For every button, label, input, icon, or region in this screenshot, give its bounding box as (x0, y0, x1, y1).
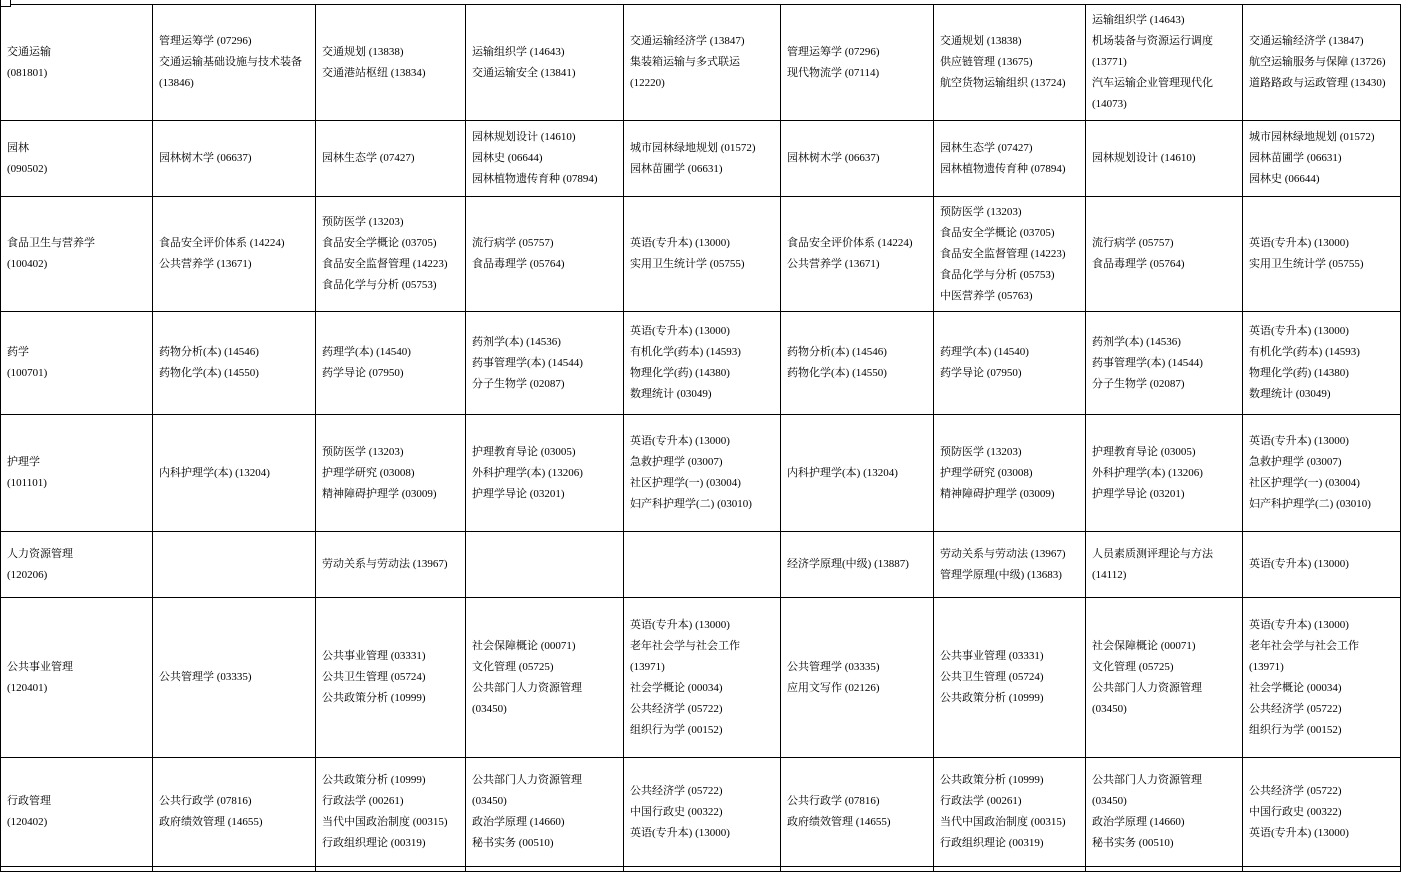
course-item: 公共管理学 (03335) (159, 671, 252, 683)
course-item: 预防医学 (13203) (322, 445, 404, 458)
course-cell (934, 598, 1086, 758)
course-item: 园林规划设计 (14610) (1092, 152, 1196, 164)
course-item: 供应链管理 (13675) (940, 56, 1033, 68)
course-cell (781, 758, 934, 867)
course-cell (1086, 415, 1243, 532)
course-item: 文化管理 (05725) (1092, 660, 1174, 673)
course-item: 内科护理学(本) (13204) (159, 466, 270, 479)
course-cell (1243, 532, 1401, 598)
major-code: (101101) (7, 477, 47, 489)
course-item: 城市园林绿地规划 (01572) (630, 141, 756, 154)
course-item: 交通规划 (13838) (940, 35, 1022, 47)
course-item: 外科护理学(本) (13206) (472, 466, 583, 479)
course-item: 急救护理学 (03007) (630, 456, 723, 468)
course-cell (316, 758, 466, 867)
course-item: 道路路政与运政管理 (13430) (1249, 77, 1386, 89)
course-cell (1086, 598, 1243, 758)
course-cell (624, 312, 781, 415)
course-cell (316, 197, 466, 312)
course-cell (934, 758, 1086, 867)
course-cell (1243, 415, 1401, 532)
course-cell (153, 598, 316, 758)
course-item: 公共经济学 (05722) (630, 784, 723, 797)
course-item: 运输组织学 (14643) (472, 45, 565, 58)
major-name: 药学 (7, 346, 29, 358)
course-item: 机场装备与资源运行调度 (13771) (1092, 35, 1213, 68)
course-cell (1243, 598, 1401, 758)
course-cell (466, 5, 624, 121)
course-item: 交通运输安全 (13841) (472, 66, 576, 79)
cutoff-row (1, 867, 1401, 872)
course-item: 中国行政史 (00322) (630, 805, 723, 818)
course-item: 管理学原理(中级) (13683) (940, 568, 1062, 581)
course-item: 分子生物学 (02087) (472, 377, 565, 390)
course-cell (316, 415, 466, 532)
course-cell (153, 532, 316, 598)
course-cell (316, 121, 466, 197)
empty-cell (624, 867, 781, 872)
course-cell (781, 121, 934, 197)
course-item: 公共卫生管理 (05724) (322, 671, 426, 683)
course-item: 园林树木学 (06637) (159, 152, 252, 164)
course-item: 组织行为学 (00152) (630, 723, 723, 736)
course-item: 公共营养学 (13671) (159, 258, 252, 270)
course-item: 预防医学 (13203) (940, 205, 1022, 218)
course-cell (316, 532, 466, 598)
course-item: 运输组织学 (14643) (1092, 14, 1185, 26)
course-item: 公共经济学 (05722) (1249, 784, 1342, 797)
empty-cell (781, 867, 934, 872)
course-item: 妇产科护理学(二) (03010) (1249, 498, 1371, 510)
course-item: 流行病学 (05757) (472, 237, 554, 249)
course-item: 社区护理学(一) (03004) (1249, 477, 1360, 489)
course-item: 公共管理学 (03335) (787, 660, 880, 673)
course-cell (153, 758, 316, 867)
empty-cell (1, 867, 153, 872)
course-item: 食品化学与分析 (05753) (940, 268, 1055, 281)
course-item: 公共部门人力资源管理 (03450) (472, 774, 582, 807)
course-item: 药剂学(本) (14536) (472, 335, 561, 348)
course-cell (466, 532, 624, 598)
course-item: 食品安全监督管理 (14223) (940, 247, 1066, 260)
course-cell (1243, 5, 1401, 121)
course-item: 有机化学(药本) (14593) (1249, 346, 1360, 358)
course-item: 精神障碍护理学 (03009) (940, 487, 1055, 500)
major-cell (1, 598, 153, 758)
exam-schedule-table (0, 4, 1401, 872)
major-code: (081801) (7, 66, 48, 79)
course-item: 集装箱运输与多式联运 (12220) (630, 56, 740, 89)
course-item: 药理学(本) (14540) (322, 346, 411, 358)
major-cell (1, 532, 153, 598)
course-item: 有机化学(药本) (14593) (630, 346, 741, 358)
course-cell (153, 121, 316, 197)
course-item: 英语(专升本) (13000) (1249, 435, 1349, 447)
course-item: 食品毒理学 (05764) (472, 258, 565, 270)
major-name: 人力资源管理 (7, 547, 73, 560)
course-item: 应用文写作 (02126) (787, 681, 880, 694)
empty-cell (316, 867, 466, 872)
course-item: 公共经济学 (05722) (1249, 702, 1342, 715)
course-item: 流行病学 (05757) (1092, 237, 1174, 249)
course-cell (624, 758, 781, 867)
course-cell (781, 415, 934, 532)
course-item: 食品安全学概论 (03705) (940, 226, 1055, 239)
course-item: 交通规划 (13838) (322, 45, 404, 58)
course-item: 药事管理学(本) (14544) (1092, 356, 1203, 369)
course-cell (934, 5, 1086, 121)
course-cell (781, 197, 934, 312)
course-item: 航空货物运输组织 (13724) (940, 77, 1066, 89)
course-item: 公共政策分析 (10999) (940, 774, 1044, 786)
course-cell (153, 197, 316, 312)
course-item: 实用卫生统计学 (05755) (630, 258, 745, 270)
table-row (1, 415, 1401, 532)
course-cell (1086, 532, 1243, 598)
table-row (1, 598, 1401, 758)
course-cell (466, 598, 624, 758)
course-item: 行政法学 (00261) (322, 795, 404, 807)
major-cell (1, 758, 153, 867)
course-item: 园林史 (06644) (1249, 173, 1320, 185)
course-item: 行政组织理论 (00319) (322, 837, 426, 849)
course-item: 护理教育导论 (03005) (1092, 445, 1196, 458)
major-name: 公共事业管理 (7, 660, 73, 673)
course-item: 社区护理学(一) (03004) (630, 477, 741, 489)
course-cell (934, 312, 1086, 415)
table-body (1, 5, 1401, 872)
course-cell (466, 121, 624, 197)
course-item: 英语(专升本) (13000) (1249, 826, 1349, 839)
course-item: 园林植物遗传育种 (07894) (472, 173, 598, 185)
major-cell (1, 5, 153, 121)
course-item: 园林生态学 (07427) (322, 152, 415, 164)
course-item: 公共经济学 (05722) (630, 702, 723, 715)
course-item: 公共政策分析 (10999) (322, 692, 426, 704)
course-item: 汽车运输企业管理现代化 (14073) (1092, 77, 1213, 110)
course-item: 实用卫生统计学 (05755) (1249, 258, 1364, 270)
empty-cell (1243, 867, 1401, 872)
major-cell (1, 121, 153, 197)
table-row (1, 121, 1401, 197)
course-item: 政治学原理 (14660) (1092, 816, 1185, 828)
course-cell (1243, 758, 1401, 867)
course-cell (624, 415, 781, 532)
course-item: 公共政策分析 (10999) (322, 774, 426, 786)
course-cell (316, 312, 466, 415)
course-item: 食品毒理学 (05764) (1092, 258, 1185, 270)
course-cell (781, 532, 934, 598)
course-item: 园林史 (06644) (472, 152, 543, 164)
course-item: 药事管理学(本) (14544) (472, 356, 583, 369)
course-item: 秘书实务 (00510) (472, 837, 554, 849)
course-item: 行政法学 (00261) (940, 795, 1022, 807)
course-cell (153, 312, 316, 415)
course-item: 英语(专升本) (13000) (630, 435, 730, 447)
course-item: 组织行为学 (00152) (1249, 723, 1342, 736)
course-cell (624, 598, 781, 758)
course-cell (466, 312, 624, 415)
course-item: 数理统计 (03049) (630, 388, 712, 400)
course-cell (934, 121, 1086, 197)
course-item: 园林植物遗传育种 (07894) (940, 162, 1066, 175)
course-item: 公共行政学 (07816) (159, 795, 252, 807)
major-cell (1, 415, 153, 532)
course-item: 食品安全评价体系 (14224) (787, 237, 913, 249)
course-item: 政治学原理 (14660) (472, 816, 565, 828)
major-name: 食品卫生与营养学 (7, 237, 95, 249)
course-cell (781, 598, 934, 758)
course-item: 公共事业管理 (03331) (940, 650, 1044, 662)
course-cell (1086, 197, 1243, 312)
course-item: 园林树木学 (06637) (787, 152, 880, 164)
course-item: 管理运筹学 (07296) (159, 35, 252, 47)
course-item: 劳动关系与劳动法 (13967) (940, 547, 1066, 560)
course-cell (934, 415, 1086, 532)
course-item: 中医营养学 (05763) (940, 289, 1033, 302)
course-item: 护理学研究 (03008) (322, 466, 415, 479)
course-item: 外科护理学(本) (13206) (1092, 466, 1203, 479)
table-row (1, 312, 1401, 415)
course-item: 内科护理学(本) (13204) (787, 466, 898, 479)
course-item: 妇产科护理学(二) (03010) (630, 498, 752, 510)
course-item: 交通运输基础设施与技术装备 (13846) (159, 56, 302, 89)
course-cell (1086, 312, 1243, 415)
course-item: 护理学导论 (03201) (472, 487, 565, 500)
course-item: 劳动关系与劳动法 (13967) (322, 558, 448, 570)
course-item: 当代中国政治制度 (00315) (940, 816, 1066, 828)
course-cell (316, 598, 466, 758)
empty-cell (934, 867, 1086, 872)
course-item: 中国行政史 (00322) (1249, 805, 1342, 818)
course-item: 老年社会学与社会工作 (13971) (1249, 639, 1359, 673)
course-item: 药理学(本) (14540) (940, 346, 1029, 358)
course-item: 公共部门人力资源管理 (03450) (472, 681, 582, 715)
course-cell (624, 197, 781, 312)
course-item: 园林苗圃学 (06631) (630, 162, 723, 175)
major-name: 交通运输 (7, 45, 51, 58)
course-item: 食品安全学概论 (03705) (322, 237, 437, 249)
course-item: 园林苗圃学 (06631) (1249, 152, 1342, 164)
course-item: 物理化学(药) (14380) (1249, 367, 1349, 379)
major-code: (100402) (7, 258, 48, 270)
course-item: 经济学原理(中级) (13887) (787, 558, 909, 570)
course-item: 公共卫生管理 (05724) (940, 671, 1044, 683)
major-code: (120402) (7, 816, 48, 828)
course-item: 英语(专升本) (13000) (630, 826, 730, 839)
course-item: 药学导论 (07950) (940, 367, 1022, 379)
course-item: 英语(专升本) (13000) (630, 237, 730, 249)
course-item: 交通港站枢纽 (13834) (322, 66, 426, 79)
course-item: 城市园林绿地规划 (01572) (1249, 131, 1375, 143)
course-cell (934, 197, 1086, 312)
empty-cell (153, 867, 316, 872)
course-item: 英语(专升本) (13000) (1249, 558, 1349, 570)
course-cell (1243, 197, 1401, 312)
major-cell (1, 197, 153, 312)
course-cell (153, 5, 316, 121)
empty-cell (466, 867, 624, 872)
corner-artifact (0, 0, 11, 7)
course-cell (781, 5, 934, 121)
course-item: 社会学概论 (00034) (630, 681, 723, 694)
course-item: 英语(专升本) (13000) (630, 618, 730, 631)
course-item: 英语(专升本) (13000) (1249, 237, 1349, 249)
course-cell (1086, 121, 1243, 197)
course-item: 航空运输服务与保障 (13726) (1249, 56, 1386, 68)
course-item: 社会保障概论 (00071) (472, 639, 576, 652)
course-cell (466, 197, 624, 312)
major-code: (090502) (7, 162, 48, 175)
course-item: 社会学概论 (00034) (1249, 681, 1342, 694)
course-item: 英语(专升本) (13000) (1249, 618, 1349, 631)
course-item: 精神障碍护理学 (03009) (322, 487, 437, 500)
major-name: 护理学 (7, 456, 40, 468)
table-row (1, 758, 1401, 867)
course-cell (1243, 312, 1401, 415)
course-item: 管理运筹学 (07296) (787, 45, 880, 58)
course-item: 公共事业管理 (03331) (322, 650, 426, 662)
course-cell (624, 532, 781, 598)
course-item: 公共营养学 (13671) (787, 258, 880, 270)
course-item: 现代物流学 (07114) (787, 66, 880, 79)
empty-cell (1086, 867, 1243, 872)
course-item: 药剂学(本) (14536) (1092, 335, 1181, 348)
course-cell (466, 758, 624, 867)
course-cell (1086, 758, 1243, 867)
course-item: 老年社会学与社会工作 (13971) (630, 639, 740, 673)
course-cell (934, 532, 1086, 598)
course-item: 食品化学与分析 (05753) (322, 279, 437, 291)
course-item: 英语(专升本) (13000) (1249, 325, 1349, 337)
course-item: 药物分析(本) (14546) (787, 346, 887, 358)
course-item: 分子生物学 (02087) (1092, 377, 1185, 390)
course-item: 药物化学(本) (14550) (159, 367, 259, 379)
course-item: 药学导论 (07950) (322, 367, 404, 379)
course-item: 当代中国政治制度 (00315) (322, 816, 448, 828)
course-item: 公共部门人力资源管理 (03450) (1092, 681, 1202, 715)
course-item: 预防医学 (13203) (322, 216, 404, 228)
major-name: 园林 (7, 141, 29, 154)
course-item: 社会保障概论 (00071) (1092, 639, 1196, 652)
course-cell (624, 5, 781, 121)
course-item: 政府绩效管理 (14655) (787, 816, 891, 828)
major-cell (1, 312, 153, 415)
course-item: 食品安全评价体系 (14224) (159, 237, 285, 249)
course-item: 护理学研究 (03008) (940, 466, 1033, 479)
course-item: 交通运输经济学 (13847) (630, 35, 745, 47)
course-item: 公共行政学 (07816) (787, 795, 880, 807)
course-item: 药物化学(本) (14550) (787, 367, 887, 379)
major-code: (120401) (7, 681, 48, 694)
major-name: 行政管理 (7, 795, 51, 807)
course-item: 园林规划设计 (14610) (472, 131, 576, 143)
course-item: 行政组织理论 (00319) (940, 837, 1044, 849)
course-item: 政府绩效管理 (14655) (159, 816, 263, 828)
course-item: 秘书实务 (00510) (1092, 837, 1174, 849)
course-item: 文化管理 (05725) (472, 660, 554, 673)
table-row (1, 532, 1401, 598)
course-item: 预防医学 (13203) (940, 445, 1022, 458)
table-row (1, 5, 1401, 121)
course-cell (466, 415, 624, 532)
course-item: 食品安全监督管理 (14223) (322, 258, 448, 270)
course-item: 公共部门人力资源管理 (03450) (1092, 774, 1202, 807)
course-item: 护理教育导论 (03005) (472, 445, 576, 458)
major-code: (120206) (7, 568, 48, 581)
course-item: 公共政策分析 (10999) (940, 692, 1044, 704)
course-cell (1086, 5, 1243, 121)
course-item: 物理化学(药) (14380) (630, 367, 730, 379)
course-cell (153, 415, 316, 532)
major-code: (100701) (7, 367, 48, 379)
course-item: 急救护理学 (03007) (1249, 456, 1342, 468)
table-row (1, 197, 1401, 312)
course-cell (1243, 121, 1401, 197)
course-item: 护理学导论 (03201) (1092, 487, 1185, 500)
course-item: 人员素质测评理论与方法 (14112) (1092, 547, 1213, 581)
course-item: 药物分析(本) (14546) (159, 346, 259, 358)
course-item: 英语(专升本) (13000) (630, 325, 730, 337)
course-cell (316, 5, 466, 121)
course-item: 交通运输经济学 (13847) (1249, 35, 1364, 47)
course-item: 数理统计 (03049) (1249, 388, 1331, 400)
course-item: 园林生态学 (07427) (940, 141, 1033, 154)
course-cell (781, 312, 934, 415)
course-cell (624, 121, 781, 197)
